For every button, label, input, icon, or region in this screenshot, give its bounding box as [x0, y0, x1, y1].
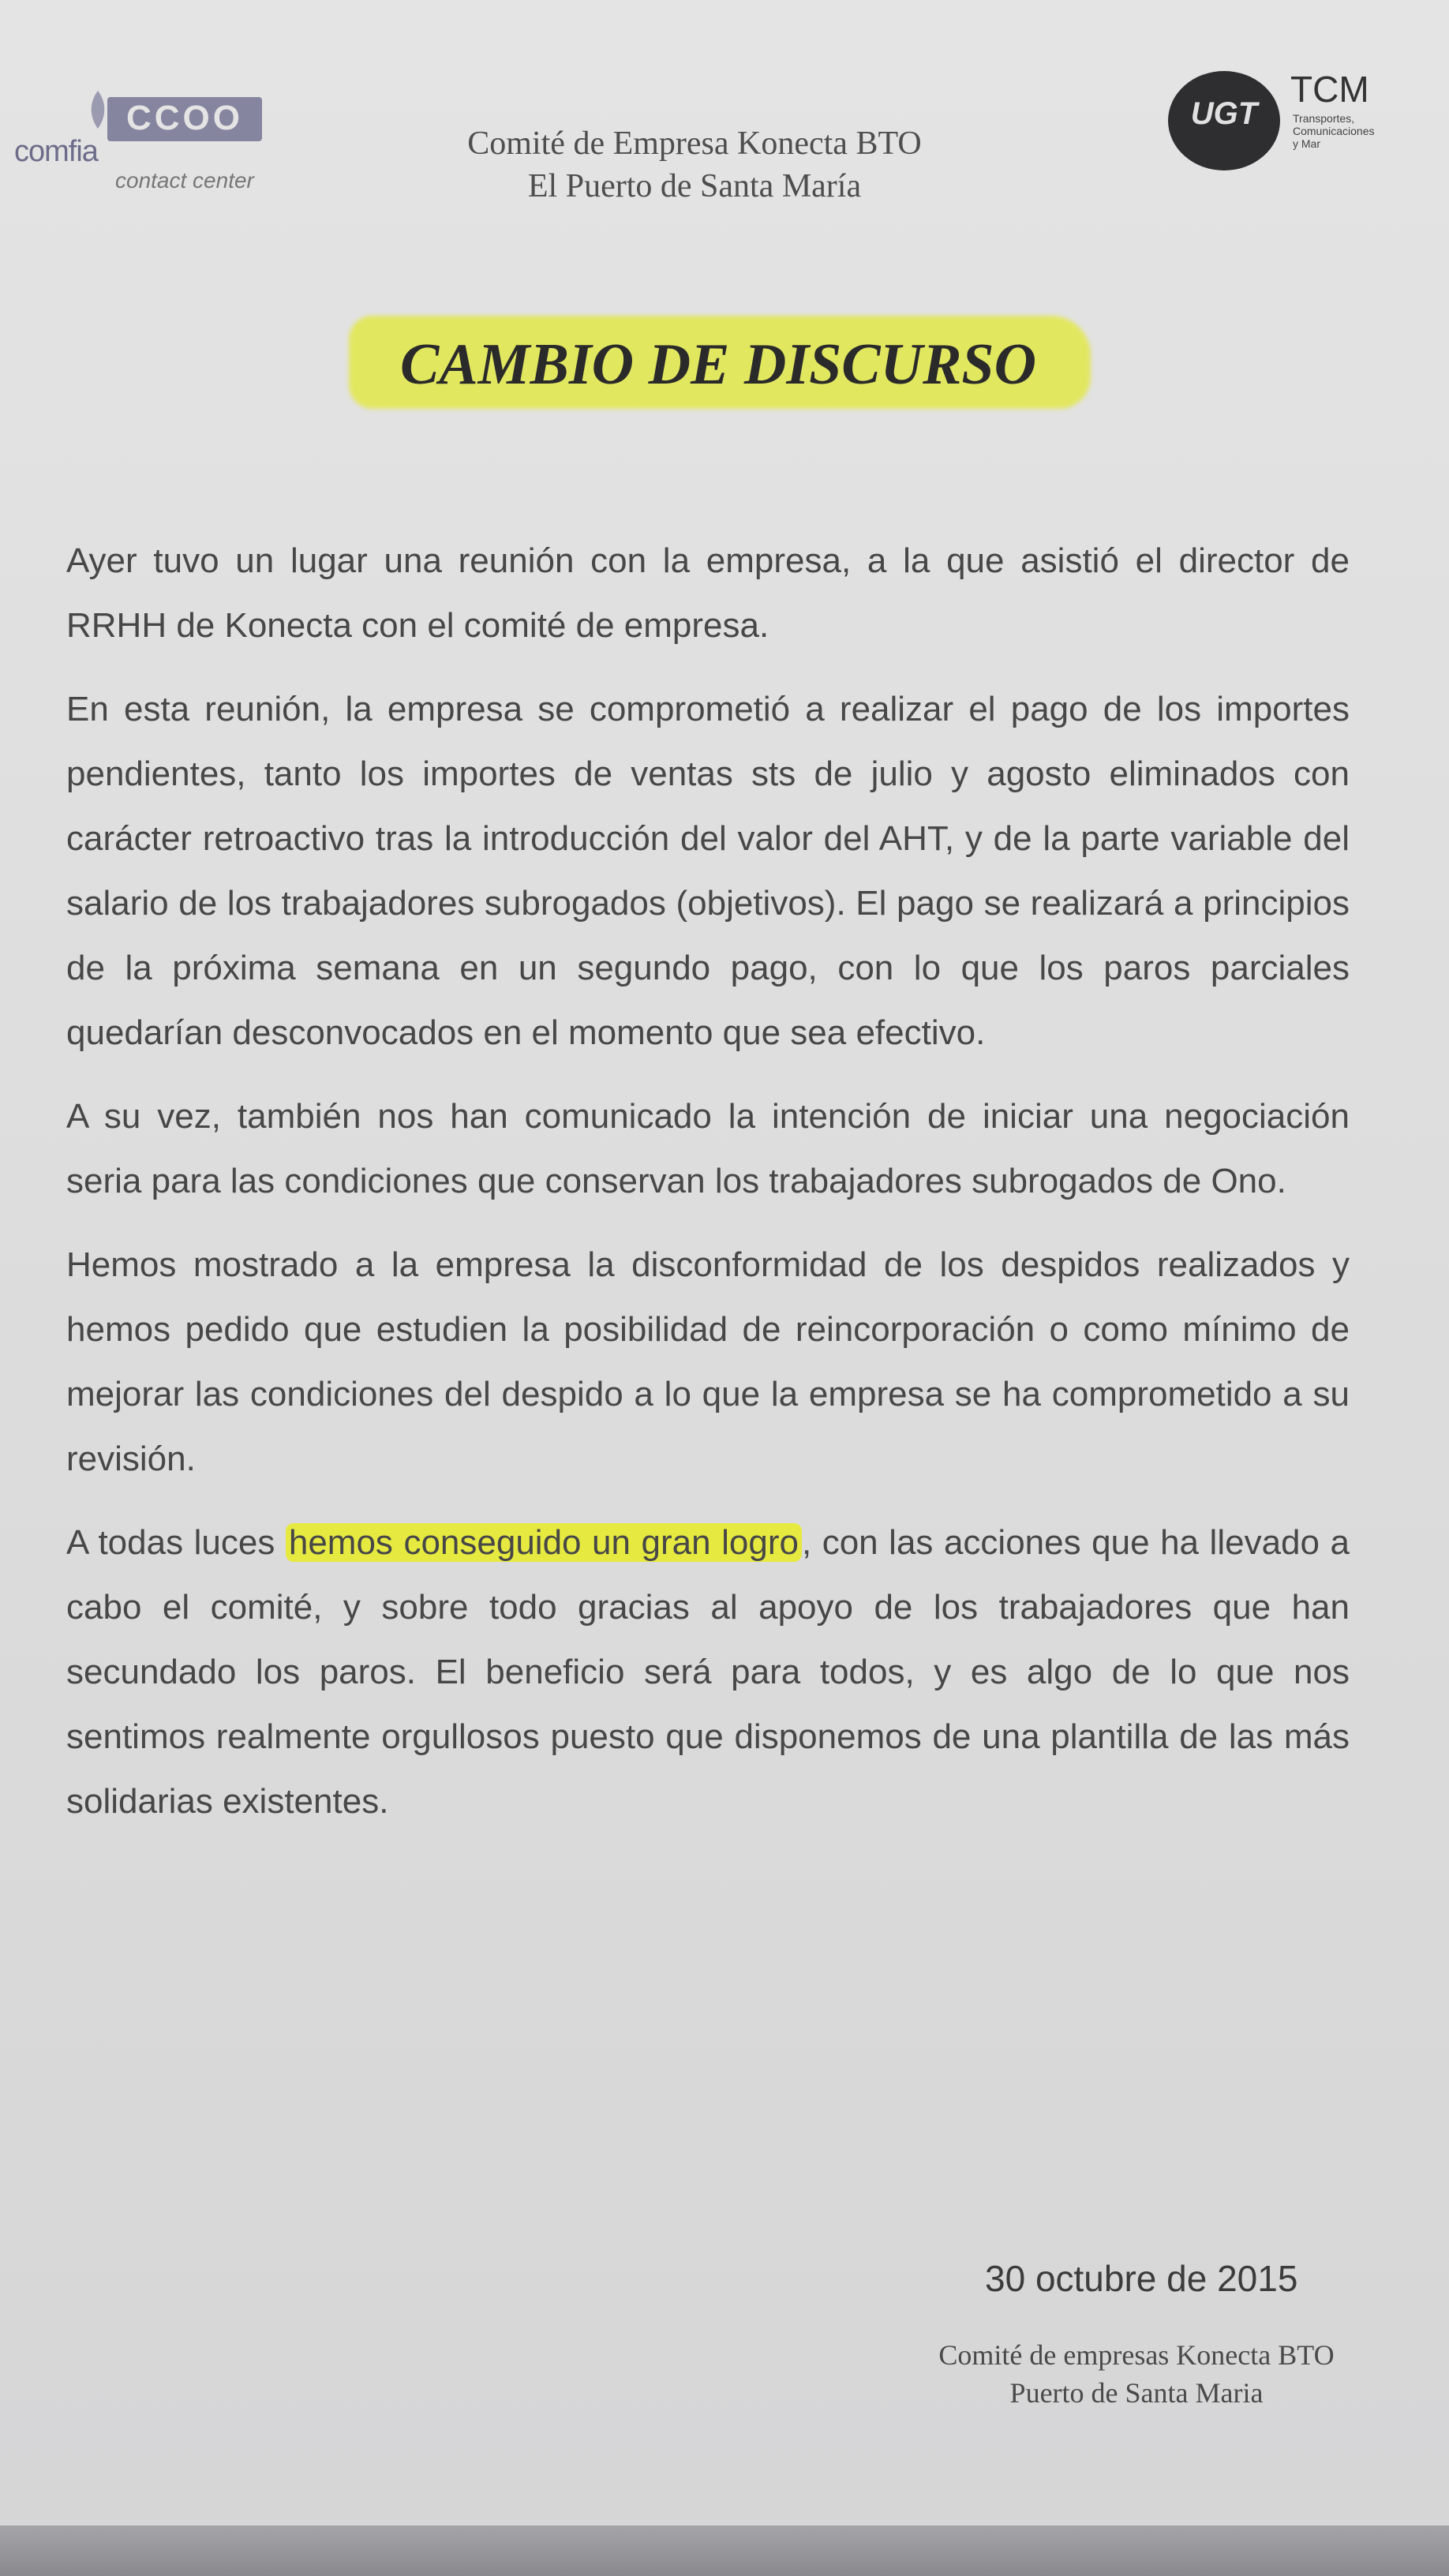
- document-body: [66, 529, 1350, 1853]
- document-date: 30 octubre de 2015: [985, 2258, 1298, 2299]
- paragraph-text: , con las acciones que ha llevado a cabo el comité, y sobre todo gracias al apoyo de los trabajadores que han secundado los paros. El beneficio será para todos, y es algo de lo que nos sentimos realmente orgullosos puesto que disponemos de una plantilla de las más solidarias existentes.: [66, 1523, 1350, 1821]
- signature-block: [868, 2336, 1405, 2412]
- paragraph-closing: [66, 1511, 1350, 1834]
- tcm-subtitle-line: Transportes,: [1293, 112, 1355, 125]
- tcm-logo-subtitle: [1293, 112, 1411, 150]
- signature-line-2: Puerto de Santa Maria: [1009, 2377, 1264, 2409]
- ccoo-logo-text: CCOO: [126, 99, 243, 137]
- paragraph: A su vez, también nos han comunicado la intención de iniciar una negociación seria para las condiciones que conservan los trabajadores subrogados de Ono.: [66, 1097, 1350, 1200]
- paragraph: En esta reunión, la empresa se comprometió a realizar el pago de los importes pendientes, tanto los importes de ventas sts de julio y agosto eliminados con carácter retroactivo tras la introducción del valor del AHT, y de la parte variable del salario de los trabajadores subrogados (objetivos). El pago se realizará a principios de la próxima semana en un segundo pago, con lo que los paros parciales quedarían desconvocados en el momento que sea efectivo.: [66, 690, 1350, 1052]
- ugt-tcm-logo: [1168, 65, 1405, 175]
- header-line-1: Comité de Empresa Konecta BTO: [467, 125, 922, 162]
- tcm-subtitle-line: Comunicaciones: [1293, 125, 1375, 137]
- paragraph: Ayer tuvo un lugar una reunión con la empresa, a la que asistió el director de RRHH de Konecta con el comité de empresa.: [66, 541, 1350, 645]
- highlighted-phrase: hemos conseguido un gran logro: [286, 1523, 802, 1562]
- ugt-logo-emblem: [1168, 71, 1280, 170]
- paragraph-text: A todas luces: [66, 1523, 286, 1562]
- header-line-2: El Puerto de Santa María: [527, 168, 862, 204]
- leaf-icon: [87, 89, 109, 130]
- ugt-logo-text: UGT: [1190, 96, 1258, 131]
- tcm-logo-text: TCM: [1290, 69, 1369, 110]
- paragraph: Hemos mostrado a la empresa la disconformidad de los despidos realizados y hemos pedido que estudien la posibilidad de reincorporación o como mínimo de mejorar las condiciones del despido a lo que la empresa se ha comprometido a su revisión.: [66, 1245, 1350, 1478]
- signature-line-1: Comité de empresas Konecta BTO: [938, 2339, 1335, 2371]
- document-header: [347, 122, 1042, 208]
- tcm-subtitle-line: y Mar: [1293, 137, 1320, 150]
- ccoo-logo: [14, 83, 267, 209]
- document-title: CAMBIO DE DISCURSO: [399, 332, 1037, 397]
- comfia-logo-text: comfia: [14, 135, 98, 168]
- ccoo-logo-box: [107, 97, 262, 141]
- contact-center-tagline: contact center: [115, 168, 254, 193]
- surface-below-sheet: [0, 2525, 1449, 2576]
